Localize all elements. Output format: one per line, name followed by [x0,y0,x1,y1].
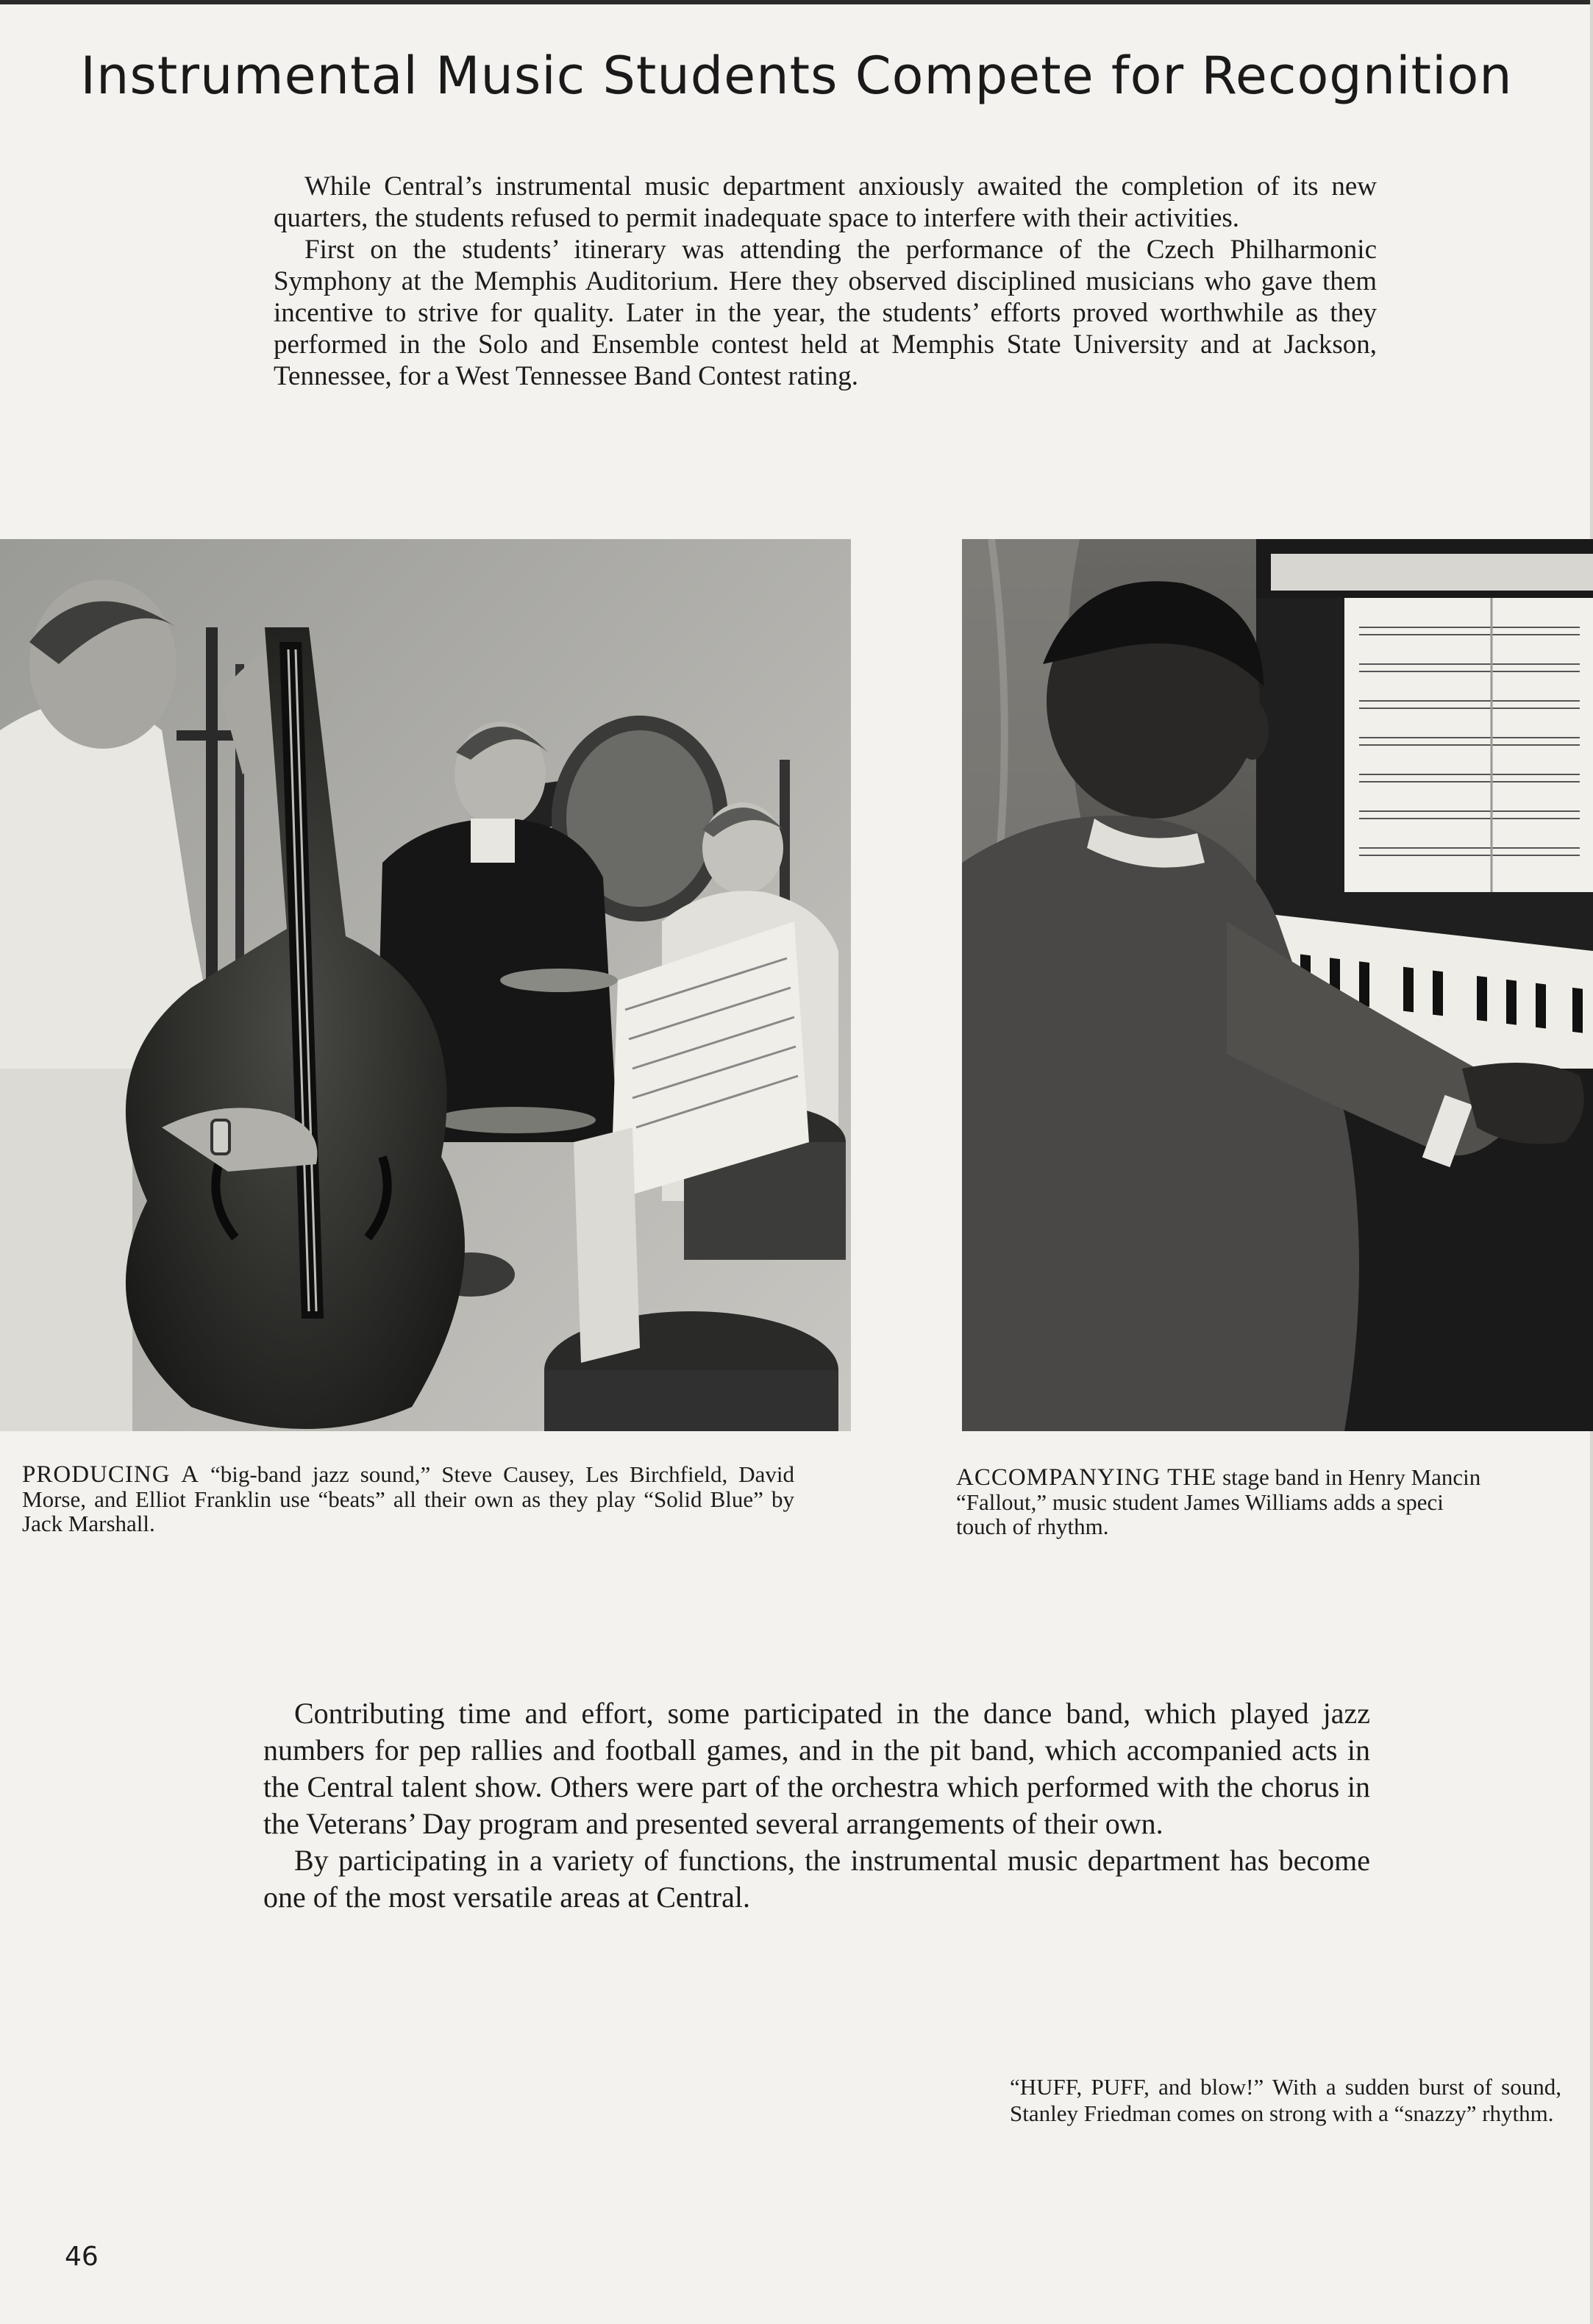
caption-text: “big-band jazz sound,” Steve Causey, Les Birchfield, David Morse, and Elliot Franklin use “beats” all their own as they play “Solid Blue” by Jack Marshall. [22,1461,794,1536]
photo-caption-bottom: “HUFF, PUFF, and blow!” With a sudden burst of sound, Stanley Friedman comes on strong with a “snazzy” rhythm. [1010,2074,1561,2126]
piano-player-photo-icon [962,539,1593,1431]
caption-text: stage band in Henry Mancin [1216,1464,1481,1490]
caption-lead: ACCOMPANYING THE [956,1464,1217,1491]
intro-text [274,171,1377,392]
photo-caption-left [22,1462,794,1536]
intro-paragraph: While Central’s instrumental music department anxiously awaited the completion of its new quarters, the students refused to permit inadequate space to interfere with their activities. [274,171,1377,233]
page-title: Instrumental Music Students Compete for Recognition [80,46,1513,106]
caption-line: touch of rhythm. [956,1514,1109,1539]
body-paragraph: By participating in a variety of functions, the instrumental music department has become one of the most versatile areas at Central. [263,1844,1370,1914]
intro-paragraph: First on the students’ itinerary was attending the performance of the Czech Philharmonic Symphony at the Memphis Auditorium. Here they observed disciplined musicians who gave them incentive to strive for quality. Later in the year, the students’ efforts proved worthwhile as they performed in the Solo and Ensemble contest held at Memphis State University and at Jackson, Tennessee, for a West Tennessee Band Contest rating. [274,235,1377,391]
body-paragraph: Contributing time and effort, some participated in the dance band, which played jazz numbers for pep rallies and football games, and in the pit band, which accompanied acts in the Central talent show. Others were part of the orchestra which performed with the chorus in the Veterans’ Day program and presented several arrangements of their own. [263,1697,1370,1840]
caption-line: “Fallout,” music student James Williams adds a speci [956,1489,1444,1515]
jazz-band-photo-icon [0,539,851,1431]
page-number: 46 [65,2242,99,2272]
caption-line [956,1465,1593,1490]
jazz-band-photo [0,539,851,1431]
photo-caption-right [956,1465,1593,1539]
top-rule [0,0,1593,4]
piano-player-photo [962,539,1593,1431]
body-text [263,1695,1370,1916]
caption-lead: PRODUCING A [22,1461,199,1488]
